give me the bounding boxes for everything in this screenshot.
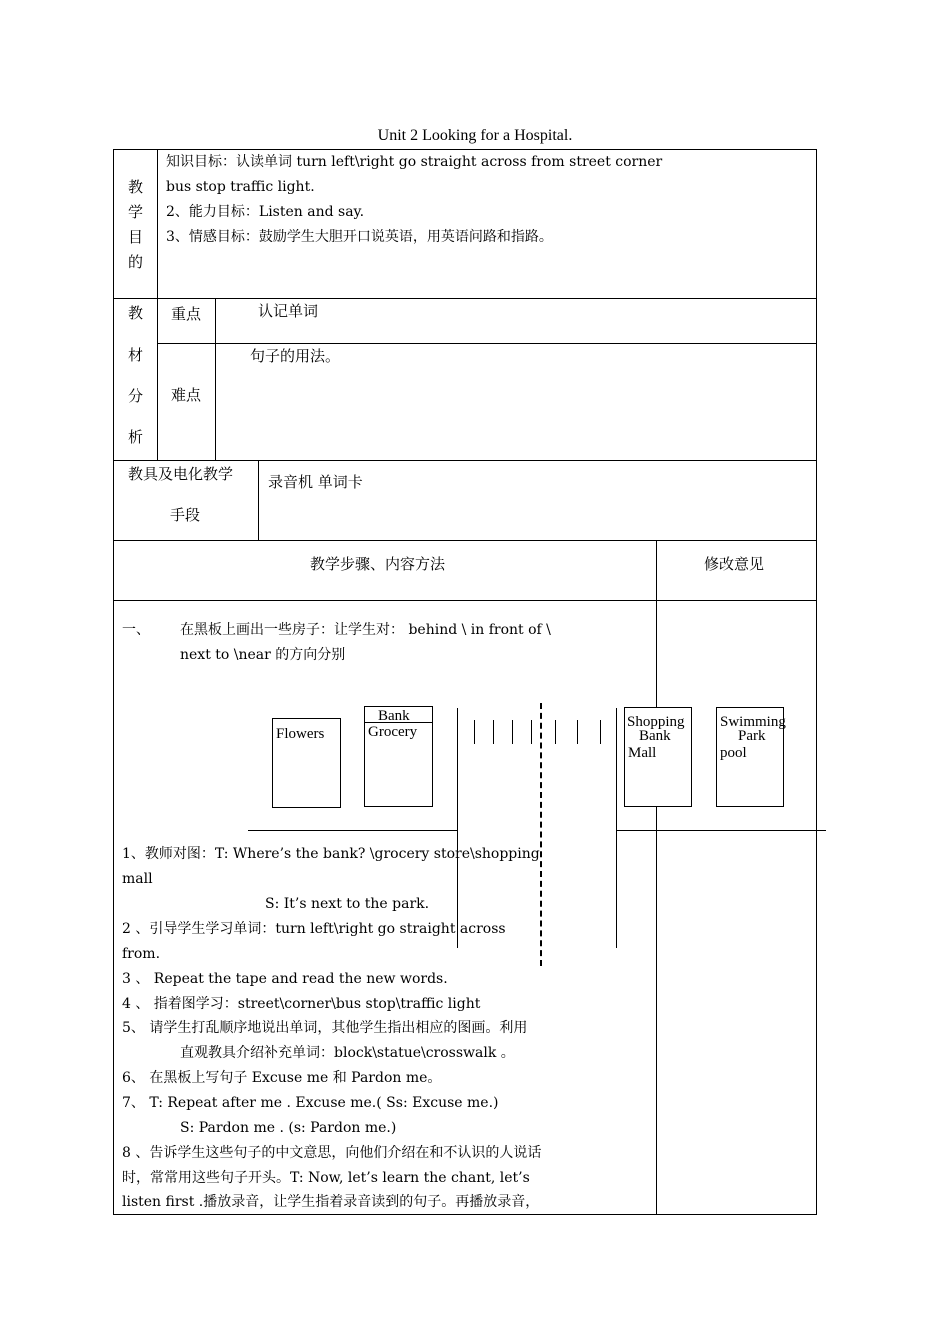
shopping-mall-box (624, 707, 692, 807)
grocery-box (364, 706, 433, 807)
step-line: 8 、告诉学生这些句子的中文意思，向他们介绍在和不认识的人说话 (122, 1145, 542, 1161)
shopping-label: Shopping (627, 714, 685, 730)
crosswalk-stripe (600, 720, 601, 744)
crosswalk-stripe (512, 720, 513, 744)
objective-emotion: 3、情感目标：鼓励学生大胆开口说英语，用英语问路和指路。 (166, 229, 553, 245)
step-line: listen first .播放录音，让学生指着录音读到的句子。再播放录音， (122, 1194, 540, 1210)
row-divider (113, 460, 817, 461)
step-line: 3 、 Repeat the tape and read the new words. (122, 971, 448, 987)
step-line: mall (122, 871, 153, 887)
objectives-label-char: 目 (128, 228, 144, 246)
step1-number: 一、 (122, 622, 150, 638)
grocery-label: Grocery (365, 722, 432, 741)
flowers-label: Flowers (276, 726, 325, 742)
col-divider (656, 540, 657, 1214)
swimming-pool-box (716, 707, 784, 807)
street-line-right (616, 708, 617, 948)
mall-label: Mall (628, 745, 657, 761)
step-line: 6、 在黑板上写句子 Excuse me 和 Pardon me。 (122, 1070, 442, 1086)
objective-knowledge: 知识目标：认读单词 turn left\right go straight across from street corner (166, 154, 663, 170)
flowers-shop-box (272, 718, 341, 808)
difficulty-label: 难点 (171, 386, 202, 404)
step-line: 5、 请学生打乱顺序地说出单词，其他学生指出相应的图画。利用 (122, 1020, 528, 1036)
step-line: 直观教具介绍补充单词：block\statue\crosswalk 。 (180, 1045, 515, 1061)
row-divider (113, 298, 817, 299)
step1-line: 在黑板上画出一些房子：让学生对： behind \ in front of \ (180, 622, 551, 638)
sidewalk-line-left (248, 830, 458, 831)
crosswalk-stripe (555, 720, 556, 744)
step-line: S: It’s next to the park. (265, 896, 430, 912)
crosswalk-stripe (577, 720, 578, 744)
revise-header: 修改意见 (704, 555, 765, 573)
col-divider (258, 460, 259, 540)
analysis-label-char: 分 (128, 387, 144, 405)
step-line: 7、 T: Repeat after me . Excuse me.( Ss: Excuse me.) (122, 1095, 499, 1111)
col-divider (215, 298, 216, 460)
tools-label: 教具及电化教学 (128, 465, 234, 483)
step-line: 2 、引导学生学习单词：turn left\right go straight across (122, 921, 506, 937)
step1-line-cont: next to \near 的方向分别 (180, 647, 346, 663)
sidewalk-line-right (616, 830, 826, 831)
bank-hidden-label: Bank (378, 710, 410, 722)
row-divider (113, 540, 817, 541)
street-center-dashed-line (540, 703, 542, 966)
key-point-label: 重点 (171, 305, 202, 323)
step-line: 1、教师对图：T: Where’s the bank? \grocery store\shopping (122, 846, 540, 862)
difficulty-text: 句子的用法。 (250, 347, 341, 365)
step-line: from. (122, 946, 161, 962)
page-title: Unit 2 Looking for a Hospital. (377, 127, 573, 144)
tools-label-cont: 手段 (170, 506, 201, 524)
objectives-label-char: 教 (128, 178, 144, 196)
objective-knowledge-cont: bus stop traffic light. (166, 179, 315, 195)
analysis-label-char: 材 (128, 346, 144, 364)
analysis-label-char: 析 (128, 428, 144, 446)
table-border-right (816, 149, 817, 1215)
objectives-label-char: 的 (128, 253, 144, 271)
crosswalk-stripe (531, 720, 532, 744)
row-divider (113, 600, 817, 601)
key-point-text: 认记单词 (258, 302, 319, 320)
park-label: Park (738, 728, 766, 744)
steps-header: 教学步骤、内容方法 (310, 555, 446, 573)
analysis-label-char: 教 (128, 304, 144, 322)
step-line: 时，常常用这些句子开头。T: Now, let’s learn the chant, let’s (122, 1170, 530, 1186)
crosswalk-stripe (493, 720, 494, 744)
objective-ability: 2、能力目标：Listen and say. (166, 204, 365, 220)
crosswalk-stripe (474, 720, 475, 744)
street-line-left (457, 708, 458, 948)
step-line: 4 、 指着图学习：street\corner\bus stop\traffic light (122, 996, 481, 1012)
col-divider (157, 149, 158, 460)
pool-label: pool (720, 745, 747, 761)
table-border-left (113, 149, 114, 1215)
step-line: S: Pardon me . (s: Pardon me.) (180, 1120, 397, 1136)
objectives-label-char: 学 (128, 203, 144, 221)
swimming-label: Swimming (720, 714, 786, 730)
tools-text: 录音机 单词卡 (268, 473, 363, 491)
bank-label: Bank (639, 728, 671, 744)
